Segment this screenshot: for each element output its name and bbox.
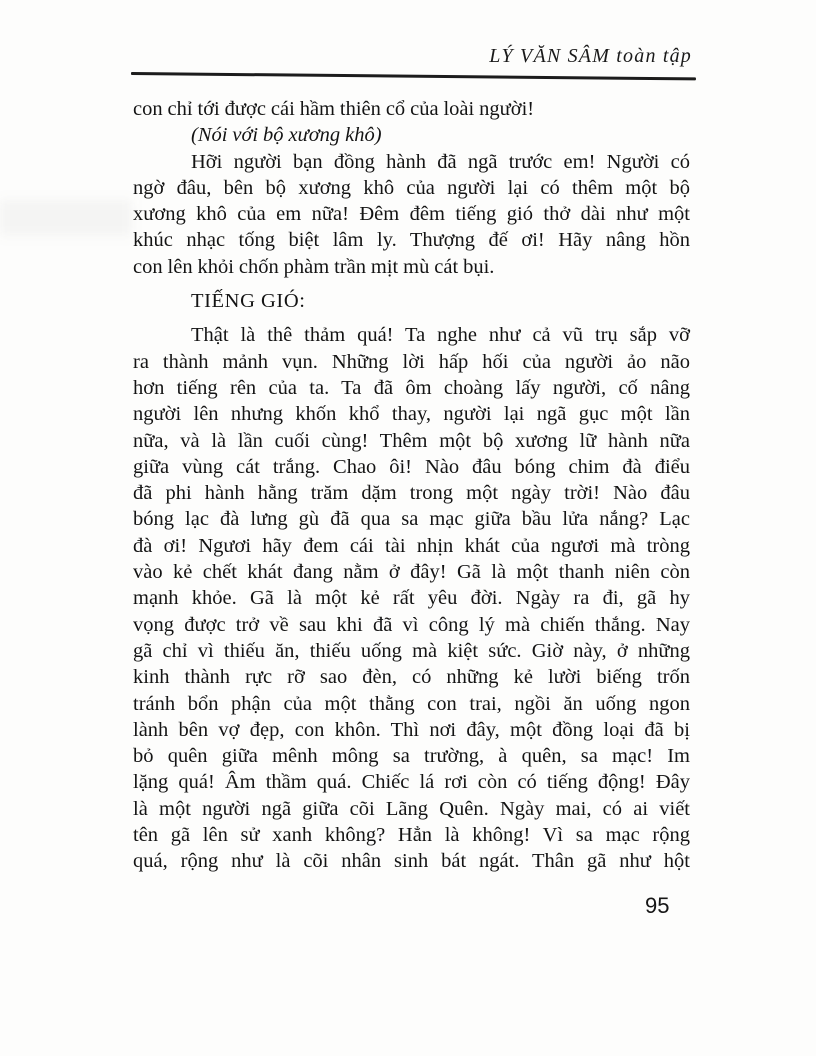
text-line: đã phi hành hằng trăm dặm trong một ngày trời! Nào đâu (133, 482, 690, 505)
scan-smudge-artifact (0, 200, 132, 236)
text-line: kinh thành rực rỡ sao đèn, có những kẻ lười biếng trốn (133, 666, 690, 689)
text-line: gã chỉ vì thiếu ăn, thiếu uống mà kiệt sức. Giờ này, ở những (133, 639, 690, 662)
paragraph-plain (133, 149, 690, 280)
paragraph-plain (133, 322, 690, 874)
page-number: 95 (645, 893, 670, 918)
text-line: ngờ đâu, bên bộ xương khô của người lại có thêm một bộ (133, 176, 690, 199)
text-line: tên gã lên sử xanh không? Hẳn là không! Vì sa mạc rộng (133, 824, 690, 847)
text-line: tránh bổn phận của một thằng con trai, ngồi ăn uống ngon (133, 692, 690, 715)
text-line: (Nói với bộ xương khô) (191, 124, 382, 147)
text-line: xương khô của em nữa! Đêm đêm tiếng gió thở dài như một (133, 203, 690, 226)
text-line: quá, rộng như là cõi nhân sinh bát ngát. Thân gã như hột (133, 850, 690, 873)
text-line: lành bên vợ đẹp, con khôn. Thì nơi đây, một đồng loại đã bị (133, 718, 690, 741)
text-line: vào kẻ chết khát đang nằm ở đây! Gã là một thanh niên còn (133, 561, 690, 584)
text-line: ra thành mảnh vụn. Những lời hấp hối của người ảo não (133, 350, 690, 373)
paragraph-stage-direction (133, 122, 690, 148)
text-line: Hỡi người bạn đồng hành đã ngã trước em! Người có (191, 150, 690, 173)
text-line: mạnh khỏe. Gã là một kẻ rất yêu đời. Ngày ra đi, gã hy (133, 587, 690, 610)
paragraph-speaker (133, 288, 690, 314)
text-line: bỏ quên giữa mênh mông sa trường, à quên, sa mạc! Im (133, 745, 690, 768)
text-line: Thật là thê thảm quá! Ta nghe như cả vũ trụ sắp vỡ (191, 324, 690, 347)
text-line: lặng quá! Âm thầm quá. Chiếc lá rơi còn có tiếng động! Đây (133, 771, 690, 794)
body-text (133, 96, 690, 875)
text-line: vọng được trở về sau khi đã vì công lý mà chiến thắng. Nay (133, 613, 690, 636)
text-line: là một người ngã giữa cõi Lãng Quên. Ngày mai, có ai viết (133, 797, 690, 820)
text-line: người lên nhưng khốn khổ thay, người lại ngã gục một lần (133, 403, 690, 426)
text-line: bóng lạc đà lưng gù đã qua sa mạc giữa bầu lửa nắng? Lạc (133, 508, 690, 531)
text-line: hơn tiếng rên của ta. Ta đã ôm choàng lấy người, cố nâng (133, 376, 690, 399)
text-line: khúc nhạc tống biệt lâm ly. Thượng đế ơi! Hãy nâng hồn (133, 229, 690, 252)
paragraph-plain (133, 96, 690, 122)
text-line: nữa, và là lần cuối cùng! Thêm một bộ xương lữ hành nữa (133, 429, 690, 452)
text-line: giữa vùng cát trắng. Chao ôi! Nào đâu bóng chim đà điểu (133, 455, 690, 478)
running-title: LÝ VĂN SÂM toàn tập (489, 45, 692, 67)
text-line: đà ơi! Ngươi hãy đem cái tài nhịn khát của ngươi mà tròng (133, 534, 690, 557)
text-line: TIẾNG GIÓ: (191, 290, 306, 313)
text-line: con lên khỏi chốn phàm trần mịt mù cát bụi. (133, 255, 495, 278)
text-line: con chỉ tới được cái hầm thiên cổ của loài người! (133, 98, 535, 120)
header-rule (131, 72, 696, 80)
